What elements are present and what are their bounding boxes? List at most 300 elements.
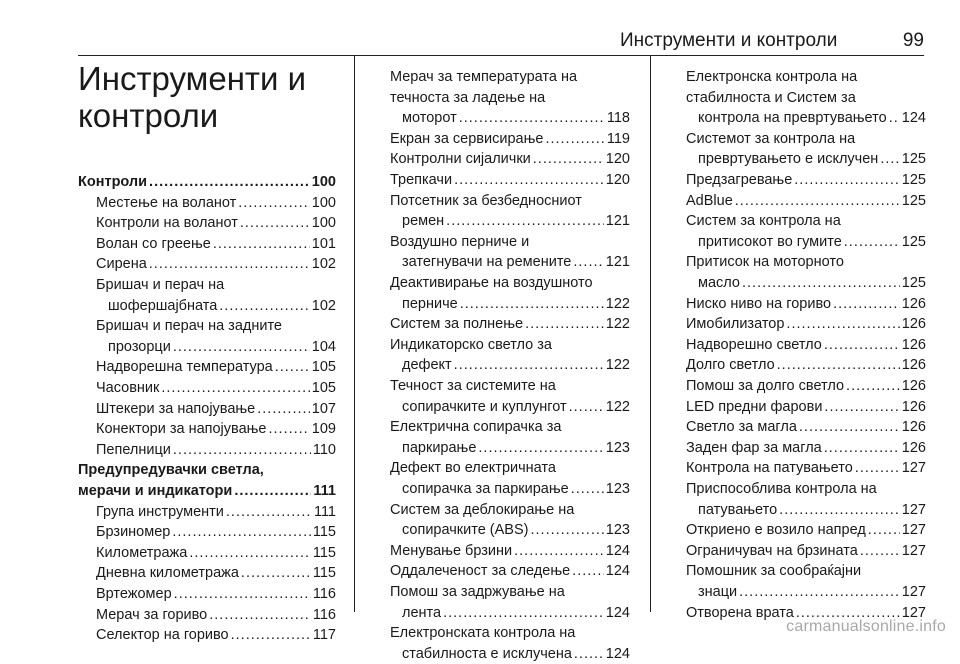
- toc-entry-text: Часовник: [96, 380, 160, 396]
- toc-page-number: 124: [901, 110, 926, 127]
- toc-page-number: 127: [901, 542, 926, 559]
- dot-leader: [446, 211, 604, 232]
- toc-entry-line: [78, 399, 336, 420]
- toc-page-number: 120: [605, 151, 630, 168]
- column-divider-1: [354, 56, 355, 612]
- toc-entry-text: Предзагревање: [686, 172, 793, 188]
- dot-leader: [149, 254, 310, 275]
- toc-entry[interactable]: [668, 355, 926, 376]
- toc-entry-line: [372, 438, 630, 459]
- dot-leader: [824, 397, 899, 418]
- toc-entry-line: [372, 479, 630, 500]
- toc-entry-line: [78, 440, 336, 461]
- toc-entry-line: [372, 397, 630, 418]
- dot-leader: [779, 500, 900, 521]
- toc-entry-text: Сирена: [96, 256, 147, 273]
- toc-entry-line: [668, 232, 926, 253]
- toc-entry[interactable]: [372, 314, 630, 335]
- toc-entry-line: [78, 563, 336, 584]
- toc-entry-text: Бришач и перач на задните: [96, 318, 283, 335]
- toc-page-number: 127: [901, 460, 926, 477]
- page-number: 99: [902, 30, 924, 51]
- toc-entry-line: [668, 335, 926, 356]
- toc-entry-text: Помошник за сообраќајни: [686, 563, 862, 580]
- toc-entry-line: [78, 543, 336, 564]
- toc-entry[interactable]: [78, 399, 336, 420]
- toc-entry[interactable]: [668, 458, 926, 479]
- watermark: carmanualsonline.info: [786, 618, 946, 635]
- dot-leader: [460, 294, 604, 315]
- toc-entry[interactable]: [78, 378, 336, 399]
- dot-leader: [189, 543, 311, 564]
- toc-entry-line: [668, 417, 926, 438]
- dot-leader: [514, 541, 604, 562]
- toc-page-number: 126: [901, 316, 926, 333]
- toc-entry[interactable]: [668, 67, 926, 129]
- toc-entry[interactable]: [78, 502, 336, 523]
- toc-page-number: 111: [313, 482, 336, 499]
- toc-entry-text: Електрична сопирачка за: [390, 419, 562, 436]
- toc-page-number: 105: [311, 380, 336, 396]
- dot-leader: [234, 481, 311, 502]
- toc-page-number: 115: [312, 565, 336, 582]
- toc-entry-text: затегнувачи на ремените: [402, 254, 572, 271]
- toc-entry-text: Електронска контрола на: [686, 69, 858, 85]
- toc-entry-text: Приспособлива контрола на: [686, 481, 877, 497]
- dot-leader: [454, 170, 604, 191]
- toc-entry-text: Систем за деблокирање на: [390, 501, 575, 518]
- toc-entry[interactable]: [668, 335, 926, 356]
- dot-leader: [226, 502, 312, 523]
- toc-entry[interactable]: [668, 397, 926, 418]
- toc-entry-text: Местење на воланот: [96, 194, 237, 211]
- toc-page-number: 123: [605, 439, 630, 456]
- toc-page-number: 125: [901, 151, 926, 168]
- dot-leader: [238, 193, 310, 214]
- toc-entry-line: [668, 458, 926, 479]
- toc-entry-text: AdBlue: [686, 192, 733, 209]
- toc-entry-line: [372, 252, 630, 273]
- dot-leader: [786, 314, 899, 335]
- toc-page-number: 126: [901, 398, 926, 415]
- toc-entry-line: [668, 294, 926, 315]
- dot-leader: [174, 584, 311, 605]
- page-header: [0, 0, 960, 56]
- toc-entry-line: [668, 355, 926, 376]
- toc-entry-text: Заден фар за магла: [686, 439, 822, 456]
- dot-leader: [275, 357, 310, 378]
- toc-entry-text: Мерач за температурата на: [390, 69, 578, 85]
- toc-entry-text: превртувањето е исклучен: [698, 151, 879, 168]
- toc-entry[interactable]: [372, 458, 630, 499]
- toc-entry-text: Ограничувач на брзината: [686, 542, 858, 559]
- toc-entry[interactable]: [668, 541, 926, 562]
- dot-leader: [161, 378, 309, 399]
- toc-entry[interactable]: [78, 563, 336, 584]
- toc-entry[interactable]: [372, 67, 630, 129]
- toc-entry-line: [372, 170, 630, 191]
- toc-entry-text: Потсетник за безбедносниот: [390, 192, 582, 209]
- toc-entry[interactable]: [668, 314, 926, 335]
- toc-entry-text: Штекери за напојување: [96, 400, 256, 417]
- toc-entry[interactable]: [372, 232, 630, 273]
- toc-page-number: 126: [901, 357, 926, 374]
- toc-entry-text: прозорци: [108, 338, 171, 355]
- toc-entry[interactable]: [668, 129, 926, 170]
- toc-entry-line: [78, 337, 336, 358]
- toc-page-number: 124: [605, 604, 630, 621]
- toc-entry-line: [668, 582, 926, 603]
- dot-leader: [880, 149, 899, 170]
- toc-entry-line: [372, 644, 630, 664]
- toc-page-number: 126: [901, 295, 926, 312]
- toc-page-number: 122: [605, 316, 630, 333]
- dot-leader: [478, 438, 603, 459]
- dot-leader: [868, 520, 900, 541]
- toc-page-number: 100: [311, 174, 336, 190]
- toc-page-number: 127: [901, 522, 926, 539]
- toc-page-number: 116: [312, 586, 336, 602]
- dot-leader: [545, 129, 604, 150]
- toc-page-number: 124: [605, 563, 630, 580]
- toc-page-number: 102: [311, 256, 336, 273]
- toc-entry-text: дефект: [402, 357, 452, 374]
- toc-entry-text: стабилноста е исклучена: [402, 645, 572, 662]
- dot-leader: [173, 337, 310, 358]
- toc-page-number: 124: [605, 542, 630, 559]
- toc-entry-text: Отворена врата: [686, 604, 794, 621]
- toc-section-entry[interactable]: [78, 460, 336, 501]
- toc-page-number: 115: [312, 544, 336, 561]
- dot-leader: [794, 170, 900, 191]
- toc-entry-text: Систем за контрола на: [686, 213, 841, 230]
- toc-entry-text: Течност за системите на: [390, 378, 556, 394]
- toc-entry[interactable]: [372, 170, 630, 191]
- toc-entry-line: [372, 541, 630, 562]
- dot-leader: [172, 522, 311, 543]
- toc-page-number: 109: [311, 421, 336, 438]
- toc-entry-line: [372, 129, 630, 150]
- toc-entry-line: [372, 294, 630, 315]
- toc-page-number: 100: [311, 215, 336, 232]
- toc-entry-text: Систем за полнење: [390, 316, 524, 333]
- toc-entry-text: Притисок на моторното: [686, 254, 844, 271]
- toc-entry[interactable]: [78, 254, 336, 275]
- toc-entry[interactable]: [668, 191, 926, 212]
- toc-section-entry[interactable]: [78, 172, 336, 193]
- toc-page-number: 125: [901, 233, 926, 250]
- toc-entry-text: Селектор на гориво: [96, 627, 229, 644]
- dot-leader: [173, 440, 311, 461]
- toc-entry-text: Долго светло: [686, 357, 775, 374]
- toc-entry-line: [78, 378, 336, 399]
- toc-entry-text: Имобилизатор: [686, 316, 785, 333]
- dot-leader: [530, 520, 603, 541]
- toc-entry-line: [78, 357, 336, 378]
- toc-page-number: 125: [901, 192, 926, 209]
- toc-entry-text: Електронската контрола на: [390, 625, 576, 642]
- toc-entry[interactable]: [78, 584, 336, 605]
- toc-entry[interactable]: [372, 500, 630, 541]
- toc-page-number: 126: [901, 336, 926, 353]
- toc-entry-line: [78, 502, 336, 523]
- toc-entry[interactable]: [668, 520, 926, 541]
- toc-entry-text: ремен: [402, 213, 445, 230]
- toc-page-number: 100: [311, 194, 336, 211]
- toc-entry[interactable]: [372, 191, 630, 232]
- toc-entry-line: [668, 170, 926, 191]
- toc-entry-line: [78, 213, 336, 234]
- toc-entry-line: [668, 191, 926, 212]
- toc-entry-line: [668, 397, 926, 418]
- dot-leader: [533, 149, 604, 170]
- toc-entry[interactable]: [372, 582, 630, 623]
- toc-entry-text: мерачи и индикатори: [78, 482, 233, 499]
- toc-entry[interactable]: [372, 149, 630, 170]
- toc-entry-text: перниче: [402, 295, 458, 312]
- toc-entry-text: Вртежомер: [96, 586, 172, 602]
- toc-entry-text: Помош за долго светло: [686, 378, 845, 394]
- toc-entry-line: [372, 211, 630, 232]
- toc-entry-line: [668, 376, 926, 397]
- dot-leader: [833, 294, 900, 315]
- toc-entry[interactable]: [372, 129, 630, 150]
- toc-entry-line: [372, 355, 630, 376]
- toc-entry[interactable]: [668, 376, 926, 397]
- toc-entry-text: Брзиномер: [96, 524, 171, 541]
- toc-entry-line: [668, 500, 926, 521]
- toc-entry[interactable]: [668, 211, 926, 252]
- toc-entry-text: Системот за контрола на: [686, 130, 856, 147]
- toc-entry-text: Откриено е возило напред: [686, 522, 866, 539]
- dot-leader: [571, 479, 604, 500]
- toc-page-number: 104: [311, 338, 336, 355]
- toc-entry-text: Дефект во електричната: [390, 460, 556, 477]
- toc-entry-text: Надворешна температура: [96, 359, 273, 376]
- toc-entry[interactable]: [668, 294, 926, 315]
- chapter-title-line-1: Инструменти и: [78, 60, 307, 97]
- toc-page-number: 105: [311, 359, 336, 376]
- header-rule: [78, 55, 924, 56]
- toc-entry-line: [78, 172, 336, 193]
- dot-leader: [241, 563, 311, 584]
- toc-entry[interactable]: [668, 417, 926, 438]
- toc-entry-line: [668, 438, 926, 459]
- dot-leader: [219, 296, 310, 317]
- toc-entry-text: Контроли на воланот: [96, 215, 238, 232]
- toc-entry-text: Екран за сервисирање: [390, 130, 544, 147]
- dot-leader: [240, 213, 310, 234]
- toc-entry[interactable]: [372, 417, 630, 458]
- dot-leader: [860, 541, 900, 562]
- toc-entry-text: патувањето: [698, 501, 778, 518]
- toc-entry-line: [668, 108, 926, 129]
- toc-entry-line: [372, 108, 630, 129]
- toc-page-number: 120: [605, 172, 630, 188]
- toc-page-number: 123: [605, 480, 630, 497]
- toc-entry-text: шофершајбната: [108, 297, 218, 314]
- toc-page-number: 101: [311, 235, 336, 252]
- toc-page-number: 116: [312, 606, 336, 623]
- toc-page-number: 127: [901, 604, 926, 621]
- toc-entry-text: Бришач и перач на: [96, 277, 225, 293]
- chapter-title-line-2: контроли: [78, 97, 219, 134]
- dot-leader: [889, 108, 900, 129]
- dot-leader: [454, 355, 604, 376]
- toc-page-number: 125: [901, 172, 926, 188]
- toc-page-number: 102: [311, 297, 336, 314]
- toc-entry-line: [78, 522, 336, 543]
- toc-entry-text: Контролни сијалички: [390, 151, 531, 168]
- toc-entry-text: моторот: [402, 110, 457, 127]
- toc-entry-line: [78, 193, 336, 214]
- dot-leader: [525, 314, 604, 335]
- toc-entry-text: Воздушно перниче и: [390, 233, 530, 250]
- toc-entry[interactable]: [78, 543, 336, 564]
- toc-entry-line: [668, 520, 926, 541]
- toc-entry[interactable]: [668, 252, 926, 293]
- toc-entry[interactable]: [372, 376, 630, 417]
- toc-page-number: 122: [605, 398, 630, 415]
- chapter-title: [78, 60, 338, 134]
- toc-entry-line: [78, 481, 336, 502]
- dot-leader: [846, 376, 900, 397]
- dot-leader: [739, 582, 900, 603]
- toc-entry-line: [372, 314, 630, 335]
- dot-leader: [855, 458, 900, 479]
- toc-page-number: 111: [313, 503, 336, 520]
- toc-entry-text: притисокот во гумите: [698, 233, 842, 250]
- toc-entry-text: Помош за задржување на: [390, 584, 565, 600]
- toc-entry-text: Надворешно светло: [686, 336, 822, 353]
- toc-entry[interactable]: [78, 213, 336, 234]
- dot-leader: [268, 419, 309, 440]
- toc-entry-line: [668, 541, 926, 562]
- toc-page-number: 127: [901, 583, 926, 600]
- running-header-title: Инструменти и контроли: [620, 30, 838, 51]
- toc-entry[interactable]: [78, 419, 336, 440]
- toc-page-number: 124: [605, 645, 630, 662]
- dot-leader: [573, 252, 603, 273]
- toc-entry-line: [372, 561, 630, 582]
- toc-entry-line: [668, 149, 926, 170]
- toc-entry-line: [372, 520, 630, 541]
- toc-page-number: 118: [606, 110, 630, 127]
- toc-entry-text: Ниско ниво на гориво: [686, 295, 832, 312]
- dot-leader: [574, 644, 604, 664]
- toc-page-number: 123: [605, 522, 630, 539]
- dot-leader: [257, 399, 310, 420]
- toc-entry-line: [78, 584, 336, 605]
- dot-leader: [824, 438, 900, 459]
- dot-leader: [824, 335, 900, 356]
- toc-page-number: 117: [312, 627, 336, 644]
- toc-entry-text: Километража: [96, 544, 188, 561]
- toc-page-number: 122: [605, 357, 630, 374]
- toc-entry-text: сопирачките (ABS): [402, 522, 529, 539]
- toc-entry[interactable]: [668, 170, 926, 191]
- toc-entry-text: Контрола на патувањето: [686, 460, 853, 477]
- toc-entry-text: Деактивирање на воздушното: [390, 275, 593, 291]
- toc-entry-line: [78, 419, 336, 440]
- toc-entry-text: Дневна километража: [96, 565, 239, 582]
- toc-page-number: 125: [901, 274, 926, 291]
- toc-entry-text: Мерач за гориво: [96, 606, 208, 623]
- dot-leader: [572, 561, 604, 582]
- toc-entry[interactable]: [372, 561, 630, 582]
- toc-entry-text: Група инструменти: [96, 503, 224, 520]
- toc-entry-text: стабилноста и Систем за: [686, 89, 856, 106]
- dot-leader: [777, 355, 900, 376]
- toc-entry-text: Индикаторско светло за: [390, 336, 552, 353]
- dot-leader: [799, 417, 900, 438]
- dot-leader: [213, 234, 310, 255]
- toc-entry[interactable]: [78, 316, 336, 357]
- toc-entry[interactable]: [78, 522, 336, 543]
- toc-page-number: 126: [901, 419, 926, 436]
- toc-entry-line: [668, 273, 926, 294]
- toc-page-number: 122: [605, 295, 630, 312]
- toc-entry-text: течноста за ладење на: [390, 89, 546, 106]
- toc-page-number: 121: [605, 213, 630, 230]
- toc-entry-text: паркирање: [402, 439, 477, 456]
- toc-entry[interactable]: [668, 438, 926, 459]
- toc-entry-text: лента: [402, 604, 442, 621]
- dot-leader: [569, 397, 604, 418]
- toc-entry-text: Оддалеченост за следење: [390, 563, 571, 580]
- toc-entry-line: [78, 296, 336, 317]
- toc-entry[interactable]: [668, 561, 926, 602]
- column-divider-2: [650, 56, 651, 612]
- toc-entry[interactable]: [78, 275, 336, 316]
- toc-entry-text: Волан со греење: [96, 235, 211, 252]
- toc-entry[interactable]: [78, 357, 336, 378]
- toc-entry[interactable]: [78, 234, 336, 255]
- toc-entry-text: Менување брзини: [390, 542, 513, 559]
- toc-entry[interactable]: [372, 335, 630, 376]
- toc-entry-text: сопирачка за паркирање: [402, 480, 569, 497]
- toc-entry-text: Трепкачи: [390, 172, 453, 188]
- toc-page-number: 119: [606, 130, 630, 147]
- toc-entry-text: сопирачките и куплунгот: [402, 398, 567, 415]
- toc-entry-text: знаци: [698, 583, 738, 600]
- toc-page-number: 127: [901, 501, 926, 518]
- toc-entry-text: Светло за магла: [686, 419, 797, 436]
- toc-entry[interactable]: [372, 273, 630, 314]
- toc-entry-text: масло: [698, 274, 740, 291]
- toc-entry-text: Пепелници: [96, 441, 171, 458]
- toc-page-number: 115: [312, 524, 336, 541]
- toc-page-number: 110: [312, 441, 336, 458]
- toc-entry-line: [668, 314, 926, 335]
- toc-entry-text: Предупредувачки светла,: [78, 462, 264, 479]
- toc-entry[interactable]: [78, 193, 336, 214]
- dot-leader: [742, 273, 900, 294]
- toc-entry[interactable]: [78, 440, 336, 461]
- dot-leader: [735, 191, 900, 212]
- toc-entry-text: LED предни фарови: [686, 398, 823, 415]
- dot-leader: [149, 172, 310, 193]
- toc-entry-text: Конектори за напојување: [96, 421, 267, 438]
- toc-entry[interactable]: [668, 479, 926, 520]
- toc-entry-line: [372, 149, 630, 170]
- toc-entry[interactable]: [372, 541, 630, 562]
- toc-entry-line: [78, 254, 336, 275]
- toc-entry-line: [78, 234, 336, 255]
- toc-page-number: 121: [605, 254, 630, 271]
- dot-leader: [844, 232, 900, 253]
- toc-entry-text: Контроли: [78, 174, 148, 190]
